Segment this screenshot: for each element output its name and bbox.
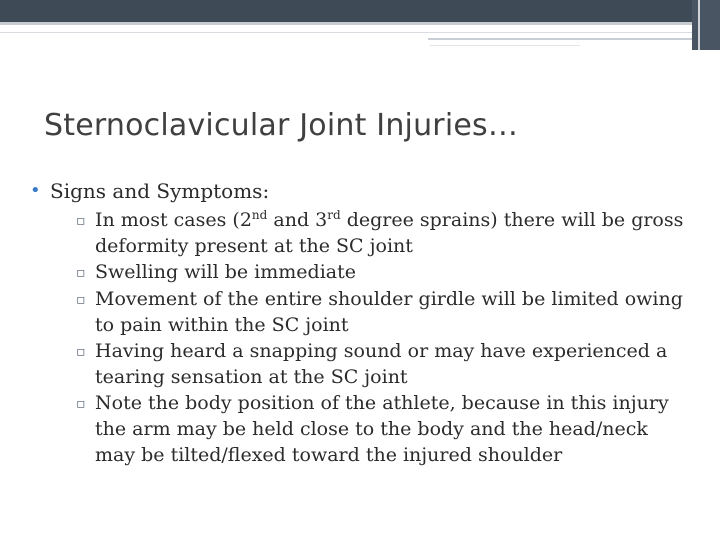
bullet-dot-icon: • bbox=[30, 180, 41, 201]
list-item-text: Swelling will be immediate bbox=[95, 261, 356, 283]
list-item-text: Having heard a snapping sound or may have experienced a tearing sensation at the SC joint bbox=[95, 340, 668, 388]
list-item bbox=[76, 338, 690, 390]
list-item bbox=[76, 207, 690, 259]
decorative-rule bbox=[0, 32, 720, 33]
list-item bbox=[76, 259, 690, 286]
decorative-rule bbox=[430, 45, 580, 46]
decorative-rule bbox=[428, 38, 695, 40]
list-item bbox=[76, 390, 690, 468]
list-item bbox=[76, 286, 690, 338]
square-bullet-icon: ▫ bbox=[76, 213, 86, 229]
square-bullet-icon: ▫ bbox=[76, 292, 86, 308]
square-bullet-icon: ▫ bbox=[76, 396, 86, 412]
corner-block bbox=[692, 0, 720, 50]
list-item-text: In most cases (2nd and 3rd degree sprains) there will be gross deformity present at the SC joint bbox=[95, 208, 684, 257]
bullet-heading: Signs and Symptoms: bbox=[50, 179, 270, 203]
sub-bullet-list bbox=[76, 207, 690, 468]
square-bullet-icon: ▫ bbox=[76, 344, 86, 360]
square-bullet-icon: ▫ bbox=[76, 265, 86, 281]
bullet-level1 bbox=[30, 177, 690, 205]
top-band bbox=[0, 0, 720, 22]
top-band-accent bbox=[0, 22, 720, 25]
list-item-text: Note the body position of the athlete, because in this injury the arm may be held close to the body and the head/neck may be tilted/flexed toward the injured shoulder bbox=[95, 392, 669, 466]
list-item-text: Movement of the entire shoulder girdle will be limited owing to pain within the SC joint bbox=[95, 288, 683, 336]
slide-title: Sternoclavicular Joint Injuries… bbox=[44, 108, 519, 143]
corner-block-line bbox=[698, 0, 700, 50]
slide-body bbox=[30, 177, 690, 468]
